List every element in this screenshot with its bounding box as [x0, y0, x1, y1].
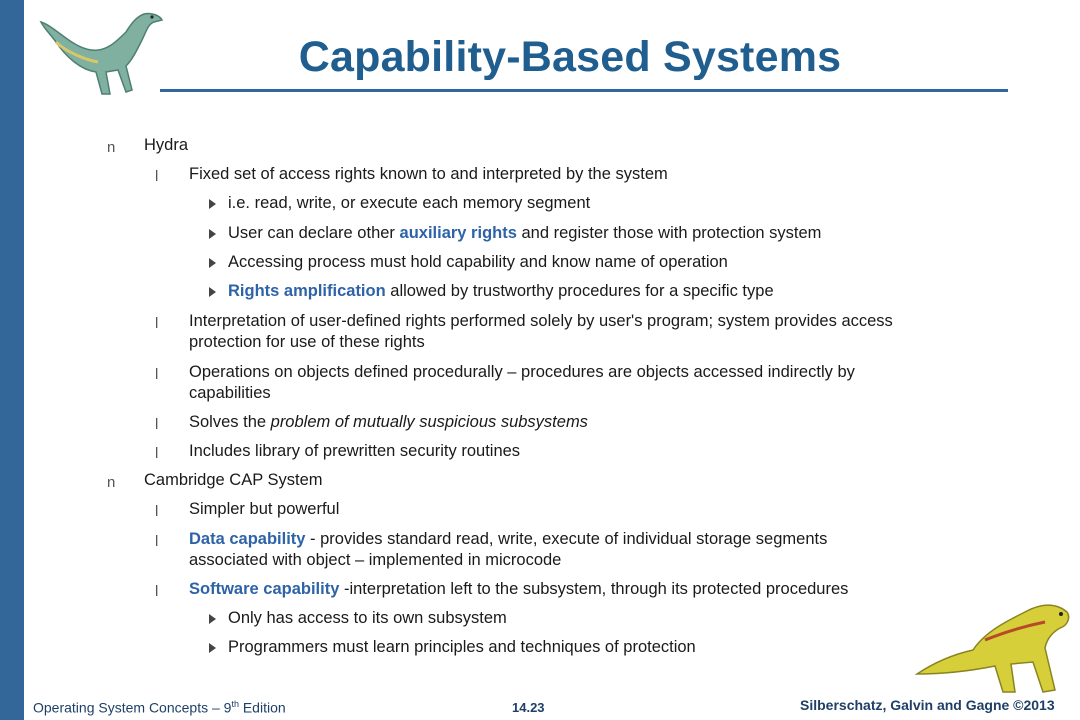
- bullet-level2: l: [155, 315, 159, 332]
- bullet-level1: n: [107, 474, 116, 491]
- footer-copyright: Silberschatz, Galvin and Gagne ©2013: [800, 697, 1055, 713]
- item-data-capability-line1: Data capability - provides standard read, write, execute of individual storage segments: [189, 530, 828, 548]
- bullet-level2: l: [155, 445, 159, 462]
- bullet-level2: l: [155, 583, 159, 600]
- bullet-level2: l: [155, 416, 159, 433]
- footer-slide-number: 14.23: [512, 700, 545, 715]
- emphasis-problem: problem of mutually suspicious subsystems: [270, 413, 588, 431]
- bullet-level2: l: [155, 503, 159, 520]
- bullet-level2: l: [155, 168, 159, 185]
- item-cambridge-cap: Cambridge CAP System: [144, 471, 323, 489]
- item-software-capability: Software capability -interpretation left to the subsystem, through its protected procedures: [189, 580, 849, 598]
- item-accessing-process: Accessing process must hold capability and know name of operation: [228, 253, 728, 271]
- bullet-level1: n: [107, 139, 116, 156]
- highlight-auxiliary-rights: auxiliary rights: [399, 224, 517, 242]
- item-programmers-learn: Programmers must learn principles and techniques of protection: [228, 638, 696, 656]
- item-interpretation-line1: Interpretation of user-defined rights performed solely by user's program; system provides access: [189, 312, 893, 330]
- item-mutually-suspicious: Solves the problem of mutually suspicious subsystems: [189, 413, 588, 431]
- triangle-bullet-icon: [209, 287, 216, 297]
- item-operations-line2: capabilities: [189, 384, 271, 402]
- triangle-bullet-icon: [209, 614, 216, 624]
- slide-title: Capability-Based Systems: [298, 33, 842, 81]
- footer-book-title: Operating System Concepts – 9th Edition: [33, 699, 286, 716]
- item-read-write-execute: i.e. read, write, or execute each memory segment: [228, 194, 591, 212]
- bullet-level2: l: [155, 366, 159, 383]
- item-interpretation-line2: protection for use of these rights: [189, 333, 425, 351]
- item-rights-amplification: Rights amplification allowed by trustworthy procedures for a specific type: [228, 282, 774, 300]
- item-auxiliary-rights: User can declare other auxiliary rights and register those with protection system: [228, 224, 822, 242]
- left-accent-bar: [0, 0, 24, 720]
- item-operations-line1: Operations on objects defined procedurally – procedures are objects accessed indirectly by: [189, 363, 855, 381]
- bullet-level2: l: [155, 533, 159, 550]
- item-hydra: Hydra: [144, 136, 189, 154]
- item-fixed-rights: Fixed set of access rights known to and interpreted by the system: [189, 165, 668, 183]
- triangle-bullet-icon: [209, 199, 216, 209]
- highlight-data-capability: Data capability: [189, 530, 306, 548]
- title-underline: [160, 89, 1008, 92]
- dinosaur-logo-icon: [915, 592, 1073, 698]
- item-library-routines: Includes library of prewritten security routines: [189, 442, 521, 460]
- highlight-rights-amplification: Rights amplification: [228, 282, 386, 300]
- highlight-software-capability: Software capability: [189, 580, 340, 598]
- triangle-bullet-icon: [209, 229, 216, 239]
- item-data-capability-line2: associated with object – implemented in microcode: [189, 551, 562, 569]
- item-own-subsystem: Only has access to its own subsystem: [228, 609, 507, 627]
- triangle-bullet-icon: [209, 643, 216, 653]
- item-simpler-powerful: Simpler but powerful: [189, 500, 340, 518]
- triangle-bullet-icon: [209, 258, 216, 268]
